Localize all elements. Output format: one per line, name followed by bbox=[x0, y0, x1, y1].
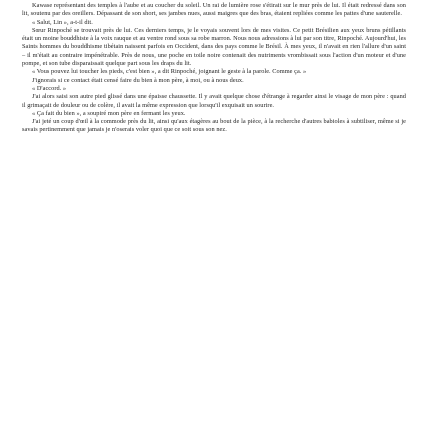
paragraph-6: « D'accord. » bbox=[32, 84, 67, 92]
paragraph-2: « Salut, Lin », a-t-il dit. bbox=[32, 18, 93, 26]
paragraph-4: « Vous pouvez lui toucher les pieds, c'est bien », a dit Rinpoché, joignant le geste à la parole. Comme ça. » bbox=[32, 68, 307, 76]
paragraph-8: « Ça fait du bien », a soupiré mon père en fermant les yeux. bbox=[32, 109, 186, 117]
document-page bbox=[22, 2, 406, 420]
paragraph-5: J'ignorais si ce contact était censé faire du bien à mon père, à moi, ou à nous deux. bbox=[32, 76, 244, 84]
paragraph-7: J'ai alors saisi son autre pied glissé dans une épaisse chaussette. Il y avait quelque chose d'étrange à regarder ainsi le visage de mon père : quand il grimaçait de douleur ou de colère, il avait la même expression que lorsqu'il exquisait un sourire. bbox=[22, 93, 406, 109]
paragraph-9: J'ai jeté un coup d'œil à la commode près du lit, ainsi qu'aux étagères au bout de la pièce, à la recherche d'autres babioles à subtiliser, même si je savais pertinemment que jamais je n'oserais voler quoi que ce soit sous son nez. bbox=[22, 118, 406, 134]
paragraph-3: Sœur Rinpoché se trouvait près de lui. Ces derniers temps, je le voyais souvent lors de mes visites. Ce petit Brésilien aux yeux bruns pétillants était un moine bouddhiste à la voix rauque et au ventre rond sous sa robe marron. Nous nous adressions à lui par son titre, Rinpoché. Aujourd'hui, les Saints hommes du bouddhisme tibétain naissent parfois en Occident, dans des pays comme le Brésil. À mes yeux, il n'avait en rien l'allure d'un saint – il m'était au contraire impénétrable. Près de nous, une poche en toile noire contenait des nutriments vrombissait sous l'action d'un moteur et d'une pompe, et son tube disparaissait quelque part sous les draps du lit. bbox=[22, 26, 406, 68]
paragraph-1: Kawase représentant des temples à l'aube et au coucher du soleil. Un rai de lumière rose s'étirait sur le mur près de lui. Il était redressé dans son lit, soutenu par des oreillers. Dépassant de son short, ses jambes nues, aussi maigres que des bras, étaient repliées comme les pattes d'une sauterelle. bbox=[22, 2, 406, 18]
